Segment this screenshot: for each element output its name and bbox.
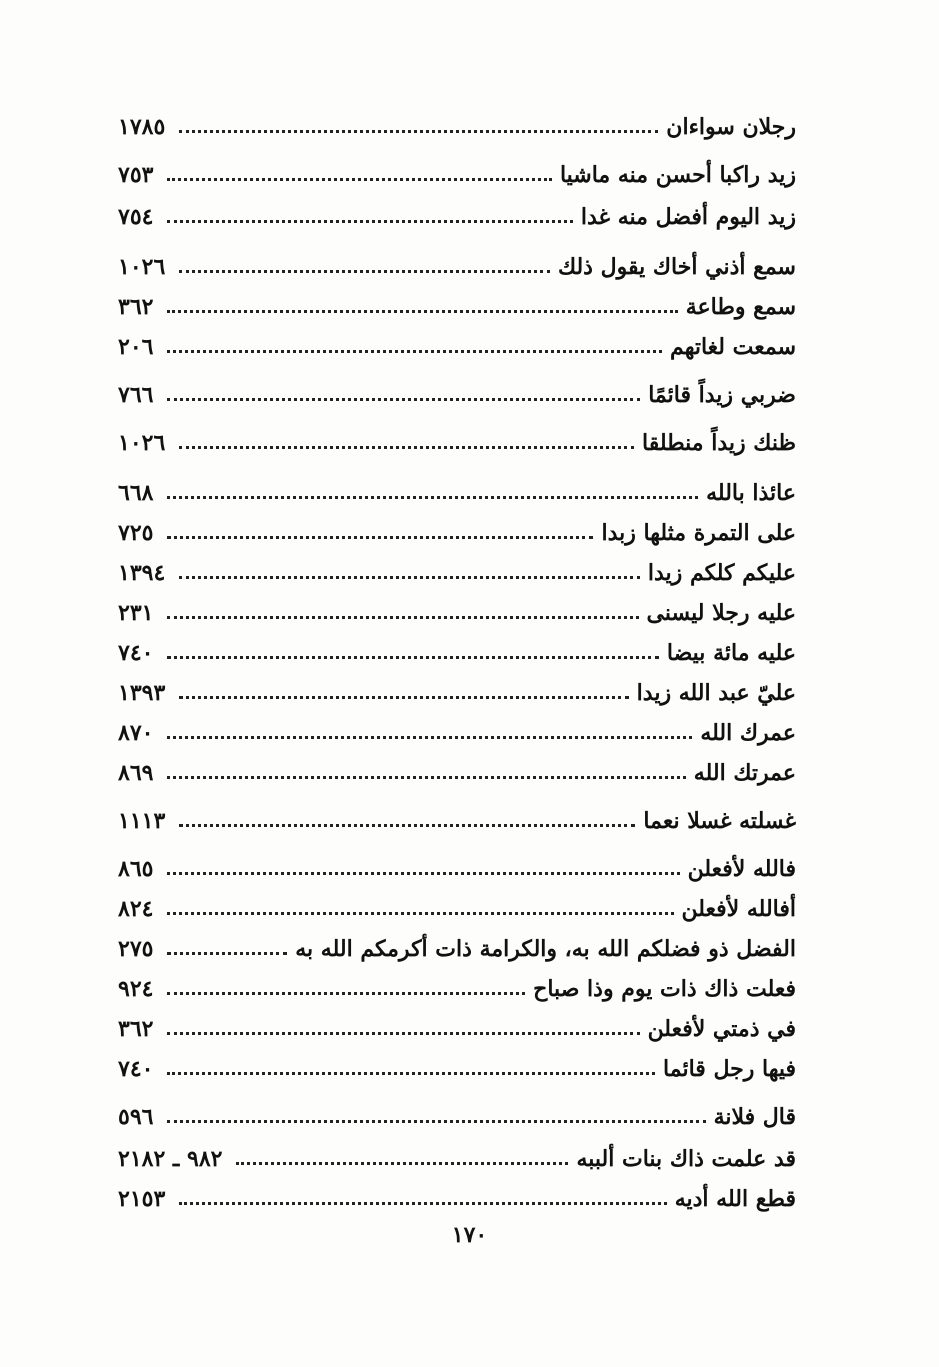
- dot-leader: [167, 398, 640, 401]
- dot-leader: [167, 350, 662, 353]
- index-entry: [118, 322, 796, 362]
- dot-leader: [167, 992, 525, 995]
- page-number: ١٧٠: [451, 1222, 488, 1248]
- index-entry: [118, 924, 796, 964]
- index-entry: [118, 708, 796, 748]
- dot-leader: [179, 576, 640, 579]
- entry-phrase: زيد اليوم أفضل منه غدا: [580, 204, 796, 230]
- dot-leader: [167, 656, 658, 659]
- entry-phrase: على التمرة مثلها زبدا: [601, 520, 796, 546]
- entry-phrase: سمع وطاعة: [685, 294, 796, 320]
- entry-reference: ٩٨٢ ـ ٢١٨٢: [118, 1146, 223, 1172]
- entry-phrase: غسلته غسلا نعما: [643, 808, 796, 834]
- entry-reference: ٧٦٦: [118, 382, 154, 408]
- entry-reference: ٨٢٤: [118, 896, 154, 922]
- dot-leader: [167, 536, 593, 539]
- entry-phrase: قد علمت ذاك بنات ألببه: [576, 1146, 796, 1172]
- index-entry: [118, 102, 796, 142]
- index-entry: [118, 1092, 796, 1132]
- dot-leader: [179, 824, 635, 827]
- entry-reference: ٣٦٢: [118, 1016, 154, 1042]
- entry-reference: ٨٦٩: [118, 760, 154, 786]
- entry-phrase: عليكم كلكم زيدا: [647, 560, 796, 586]
- entry-reference: ٧٤٠: [118, 1056, 154, 1082]
- dot-leader: [167, 178, 551, 181]
- index-entry: [118, 628, 796, 668]
- index-entry: [118, 150, 796, 190]
- index-entry: [118, 192, 796, 232]
- entry-reference: ٧٥٤: [118, 204, 154, 230]
- index-entry: [118, 796, 796, 836]
- dot-leader: [167, 1120, 705, 1123]
- index-entry: [118, 508, 796, 548]
- index-entry: [118, 282, 796, 322]
- index-entry: [118, 1174, 796, 1214]
- entry-phrase: زيد راكبا أحسن منه ماشيا: [559, 162, 796, 188]
- index-entry: [118, 370, 796, 410]
- index-entry: [118, 964, 796, 1004]
- dot-leader: [167, 1072, 655, 1075]
- entry-phrase: رجلان سواءان: [666, 114, 796, 140]
- entry-phrase: قطع الله أديه: [674, 1186, 796, 1212]
- dot-leader: [167, 496, 698, 499]
- entry-reference: ١٠٢٦: [118, 430, 166, 456]
- entry-reference: ١٠٢٦: [118, 254, 166, 280]
- dot-leader: [179, 130, 658, 133]
- dot-leader: [167, 220, 572, 223]
- entry-reference: ١٣٩٣: [118, 680, 166, 706]
- index-entry: [118, 748, 796, 788]
- entry-reference: ٢٣١: [118, 600, 154, 626]
- dot-leader: [179, 696, 628, 699]
- index-entry: [118, 468, 796, 508]
- entry-reference: ١١١٣: [118, 808, 166, 834]
- index-entry: [118, 668, 796, 708]
- entry-reference: ١٣٩٤: [118, 560, 166, 586]
- index-entry: [118, 588, 796, 628]
- dot-leader: [167, 912, 673, 915]
- dot-leader: [236, 1162, 568, 1165]
- entry-phrase: ظنك زيداً منطلقا: [642, 430, 796, 456]
- entry-reference: ٥٩٦: [118, 1104, 154, 1130]
- entry-phrase: عليه مائة بيضا: [666, 640, 796, 666]
- entry-reference: ٧٥٣: [118, 162, 154, 188]
- dot-leader: [167, 616, 638, 619]
- entry-phrase: عائذا بالله: [706, 480, 796, 506]
- entry-phrase: سمعت لغاتهم: [670, 334, 796, 360]
- entry-reference: ٢٠٦: [118, 334, 154, 360]
- entry-phrase: فيها رجل قائما: [663, 1056, 796, 1082]
- entry-reference: ٨٦٥: [118, 856, 154, 882]
- index-entry: [118, 548, 796, 588]
- index-entry: [118, 844, 796, 884]
- entry-phrase: عليّ عبد الله زيدا: [636, 680, 796, 706]
- entry-reference: ٢١٥٣: [118, 1186, 166, 1212]
- entry-phrase: قال فلانة: [713, 1104, 796, 1130]
- dot-leader: [167, 736, 692, 739]
- dot-leader: [179, 446, 634, 449]
- index-entry: [118, 242, 796, 282]
- entry-phrase: عمرتك الله: [693, 760, 796, 786]
- entry-reference: ٢٧٥: [118, 936, 154, 962]
- dot-leader: [167, 776, 685, 779]
- dot-leader: [167, 310, 677, 313]
- entry-phrase: ضربي زيداً قائمًا: [648, 382, 796, 408]
- entry-phrase: أفالله لأفعلن: [681, 896, 796, 922]
- entry-reference: ١٧٨٥: [118, 114, 166, 140]
- dot-leader: [167, 1032, 639, 1035]
- index-entry: [118, 418, 796, 458]
- dot-leader: [179, 270, 550, 273]
- dot-leader: [167, 872, 679, 875]
- entry-reference: ٧٤٠: [118, 640, 154, 666]
- dot-leader: [167, 952, 287, 955]
- entry-reference: ٨٧٠: [118, 720, 154, 746]
- index-entry: [118, 1044, 796, 1084]
- entry-reference: ٩٢٤: [118, 976, 154, 1002]
- entry-phrase: فعلت ذاك ذات يوم وذا صباح: [533, 976, 796, 1002]
- entry-reference: ٣٦٢: [118, 294, 154, 320]
- entry-phrase: سمع أذني أخاك يقول ذلك: [557, 254, 796, 280]
- entry-reference: ٦٦٨: [118, 480, 154, 506]
- entry-phrase: عمرك الله: [700, 720, 796, 746]
- dot-leader: [179, 1202, 666, 1205]
- entry-phrase: فالله لأفعلن: [687, 856, 796, 882]
- entry-phrase: الفضل ذو فضلكم الله به، والكرامة ذات أكرمكم الله به: [295, 936, 796, 962]
- entry-reference: ٧٢٥: [118, 520, 154, 546]
- entry-phrase: عليه رجلا ليسنى: [646, 600, 796, 626]
- index-entry: [118, 884, 796, 924]
- index-entry: [118, 1004, 796, 1044]
- entry-phrase: في ذمتي لأفعلن: [647, 1016, 796, 1042]
- index-entry: [118, 1134, 796, 1174]
